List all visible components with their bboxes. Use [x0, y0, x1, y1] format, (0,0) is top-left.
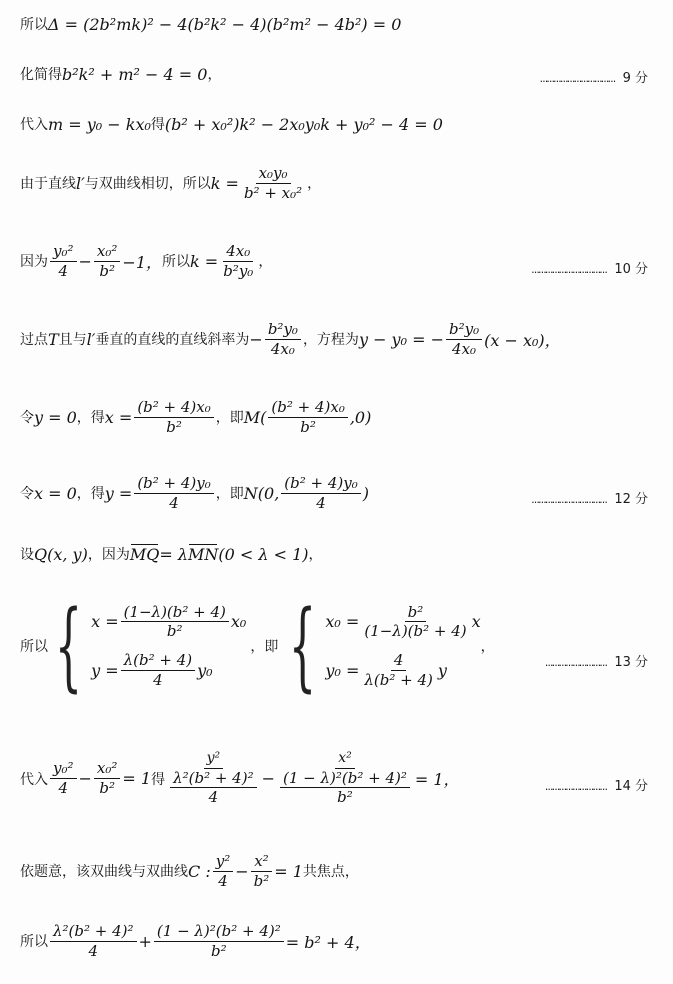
fraction-denominator: b² [337, 788, 353, 807]
text-mid: ，得 [76, 486, 105, 503]
math-tail: x [471, 612, 481, 632]
score-label: 12 分 [614, 492, 648, 507]
fraction-numerator: y₀² [50, 242, 77, 262]
fraction-denominator: 4 [58, 779, 69, 797]
fraction [121, 651, 195, 690]
text-mid: ，方程为 [302, 332, 359, 349]
text-mid: ，即 [215, 486, 244, 503]
line-discriminant [20, 14, 401, 34]
system-row [91, 651, 246, 690]
math-operator: − [78, 251, 92, 271]
text-prefix: 所以 [20, 17, 48, 33]
text-tail: ， [258, 254, 273, 271]
math-rhs: = 1， [414, 770, 460, 789]
score-mark-12 [532, 488, 648, 507]
left-brace: { [54, 590, 83, 702]
fraction-numerator: (b² + 4)y₀ [134, 474, 213, 494]
text-mid: 且与 [58, 332, 87, 349]
math-expression: (0 < λ < 1) [218, 544, 309, 564]
system-rows [325, 603, 480, 690]
text-mid: 所以 [162, 254, 191, 271]
fraction [361, 603, 469, 642]
text-tail: 共焦点， [302, 864, 359, 881]
fraction-denominator: (1−λ)(b² + 4) [364, 622, 467, 641]
line-point-n [20, 474, 369, 513]
math-expression: ) [362, 483, 370, 503]
line-substitute-hyperbola [20, 750, 460, 807]
fraction-numerator: b²y₀ [446, 320, 482, 340]
fraction-numerator: (1−λ)(b² + 4) [121, 603, 229, 623]
vector-mn: MN [187, 544, 219, 564]
score-dots: …………………………… [539, 71, 615, 86]
system-row [91, 603, 246, 642]
fraction-denominator: b² [99, 779, 115, 797]
math-lhs: y₀ = [325, 660, 360, 680]
math-rhs: −1， [122, 252, 163, 272]
text-prefix: 所以 [20, 639, 48, 655]
fraction [220, 242, 256, 281]
math-expression: Q(x, y) [34, 544, 88, 564]
text-prefix: 代入 [20, 771, 48, 788]
score-label: 13 分 [614, 655, 648, 670]
math-lhs: k = [190, 251, 219, 271]
math-condition: x = 0 [34, 483, 77, 503]
fraction-numerator: b²y₀ [265, 320, 301, 340]
fraction [268, 398, 347, 437]
score-dots: …………………………… [531, 492, 607, 507]
math-operator: − [261, 769, 276, 788]
score-mark-10 [532, 258, 648, 277]
text-tail: ， [308, 547, 323, 563]
fraction-numerator: 4 [391, 651, 407, 671]
text-prefix: 令 [20, 486, 34, 503]
math-symbol: l′ [76, 173, 85, 193]
math-rhs: = 1 [122, 769, 152, 788]
math-point: N(0, [243, 483, 280, 503]
fraction [361, 651, 435, 690]
math-lhs: x = [104, 407, 133, 427]
text-prefix: 令 [20, 410, 34, 427]
math-tail: x₀ [230, 612, 247, 632]
score-label: 14 分 [614, 779, 648, 794]
fraction-denominator: 4 [88, 941, 99, 960]
fraction-denominator: 4 [58, 261, 69, 280]
fraction [251, 852, 273, 891]
text-prefix: 所以 [20, 934, 48, 951]
fraction-numerator: λ²(b² + 4)² [50, 922, 137, 942]
line-substitute [20, 114, 443, 134]
math-operator: − [78, 769, 92, 788]
fraction-numerator: (b² + 4)x₀ [134, 398, 213, 418]
fraction [134, 474, 213, 513]
text-tail: ， [480, 639, 495, 655]
fraction [281, 474, 360, 513]
math-lhs: y = [91, 660, 119, 680]
math-tail: y₀ [197, 660, 213, 680]
math-point: M( [243, 407, 267, 427]
math-expression: (x − x₀)， [484, 330, 561, 350]
line-point-m [20, 398, 371, 437]
text-prefix: 由于直线 [20, 176, 76, 193]
math-lhs: y − y₀ = − [358, 329, 444, 349]
text-prefix: 依题意，该双曲线与双曲线 [20, 864, 188, 881]
fraction [213, 852, 234, 891]
fraction-numerator: x₀² [94, 759, 121, 779]
text-prefix: 化简得 [20, 67, 62, 83]
text-mid: ，即 [250, 639, 279, 655]
vector-mq: MQ [129, 544, 160, 564]
text-prefix: 因为 [20, 254, 48, 271]
math-operator: + [138, 931, 152, 951]
text-mid: 垂直的直线的直线斜率为 [95, 332, 250, 349]
fraction-denominator: b² [253, 871, 270, 890]
fraction-denominator: 4 [218, 871, 228, 890]
text-mid: ，因为 [87, 547, 130, 563]
line-simplify [20, 64, 221, 84]
score-mark-13 [545, 651, 648, 670]
fraction [50, 759, 77, 798]
fraction-numerator: (1 − λ)²(b² + 4)² [154, 922, 284, 942]
fraction [121, 603, 229, 642]
fraction [94, 242, 121, 281]
math-operator: = λ [159, 544, 188, 564]
fraction [94, 759, 121, 798]
math-expression: (b² + x₀²)k² − 2x₀y₀k + y₀² − 4 = 0 [164, 114, 443, 134]
line-tangent [20, 164, 321, 203]
line-perpendicular [20, 320, 561, 359]
system-row [325, 651, 480, 690]
math-expression: b²k² + m² − 4 = 0 [62, 64, 208, 84]
fraction-numerator: x₀² [94, 242, 121, 262]
math-expression: m = y₀ − kx₀ [48, 114, 151, 134]
score-mark-14 [545, 775, 648, 794]
equation-system-2 [282, 590, 481, 702]
fraction-numerator: x₀y₀ [256, 164, 291, 184]
score-mark-9 [540, 67, 648, 86]
line-system [20, 590, 495, 702]
math-rhs: = b² + 4， [285, 932, 371, 952]
text-mid: ，得 [76, 410, 105, 427]
fraction-numerator: (1 − λ)²(b² + 4)² [280, 769, 410, 789]
math-operator: − [249, 329, 263, 349]
fraction-denominator: b² [99, 261, 115, 280]
fraction [446, 320, 482, 359]
text-prefix: 过点 [20, 332, 48, 349]
math-lhs: y = [104, 483, 133, 503]
fraction-denominator: b²y₀ [223, 261, 254, 280]
math-symbol: C : [188, 861, 211, 881]
fraction [241, 164, 305, 203]
fraction-numerator: (b² + 4)y₀ [281, 474, 360, 494]
compound-fraction [277, 750, 413, 807]
text-mid: 得 [150, 117, 165, 133]
fraction-denominator: λ(b² + 4) [364, 670, 433, 689]
fraction-numerator: b² [405, 603, 427, 623]
text-mid: 与双曲线相切，所以 [84, 176, 211, 193]
text-mid: 得 [151, 771, 166, 788]
fraction-denominator: 4x₀ [452, 339, 477, 358]
fraction-denominator: b² [166, 417, 182, 436]
math-lhs: k = [210, 173, 239, 193]
score-label: 9 分 [622, 71, 648, 86]
fraction-denominator: b² [300, 417, 316, 436]
math-symbol: T [48, 329, 59, 349]
fraction-denominator: 4 [169, 493, 179, 512]
fraction [50, 922, 137, 961]
fraction-denominator: 4x₀ [270, 339, 295, 358]
inner-fraction [280, 769, 410, 808]
fraction-denominator: 4 [316, 493, 326, 512]
fraction-denominator [277, 769, 413, 808]
fraction-numerator: y₀² [50, 759, 77, 779]
text-tail: ， [307, 176, 322, 193]
math-expression: ,0) [349, 407, 372, 427]
fraction-denominator: b² [211, 941, 227, 960]
fraction-denominator [167, 769, 260, 808]
fraction-numerator: λ(b² + 4) [121, 651, 195, 671]
line-because [20, 242, 272, 281]
fraction-numerator: x² [335, 750, 355, 769]
text-mid: ，即 [215, 410, 244, 427]
math-tail: y [437, 660, 447, 680]
math-lhs: x₀ = [325, 612, 360, 632]
system-row [325, 603, 480, 642]
fraction-numerator: 4x₀ [223, 242, 253, 262]
fraction-denominator: b² + x₀² [243, 183, 303, 202]
fraction [154, 922, 284, 961]
text-prefix: 代入 [20, 117, 48, 133]
math-operator: − [235, 861, 249, 881]
fraction [134, 398, 213, 437]
score-dots: …………………………… [531, 262, 607, 277]
fraction-numerator: (b² + 4)x₀ [268, 398, 347, 418]
math-rhs: = 1 [274, 861, 303, 881]
line-vector [20, 544, 323, 564]
line-conclusion [20, 922, 371, 961]
fraction-denominator: 4 [208, 788, 219, 807]
score-dots: ……………………… [545, 779, 607, 794]
score-dots: ……………………… [545, 655, 607, 670]
fraction-denominator: b² [166, 622, 183, 641]
fraction-numerator: y² [204, 750, 224, 769]
fraction-numerator: x² [251, 852, 271, 872]
fraction-numerator: y² [213, 852, 234, 872]
inner-fraction [170, 769, 257, 808]
math-expression: Δ = (2b²mk)² − 4(b²k² − 4)(b²m² − 4b²) = 0 [48, 14, 402, 34]
math-condition: y = 0 [34, 407, 77, 427]
left-brace: { [289, 590, 317, 702]
line-common-focus [20, 852, 359, 891]
system-rows [91, 603, 246, 690]
compound-fraction [167, 750, 260, 807]
fraction-denominator: 4 [153, 670, 163, 689]
text-prefix: 设 [20, 547, 34, 563]
fraction-numerator: λ²(b² + 4)² [170, 769, 257, 789]
fraction [50, 242, 77, 281]
equation-system-1 [48, 590, 247, 702]
score-label: 10 分 [614, 262, 648, 277]
fraction [265, 320, 301, 359]
math-lhs: x = [91, 612, 119, 632]
math-symbol: l′ [86, 329, 96, 349]
text-tail: ， [207, 67, 222, 83]
